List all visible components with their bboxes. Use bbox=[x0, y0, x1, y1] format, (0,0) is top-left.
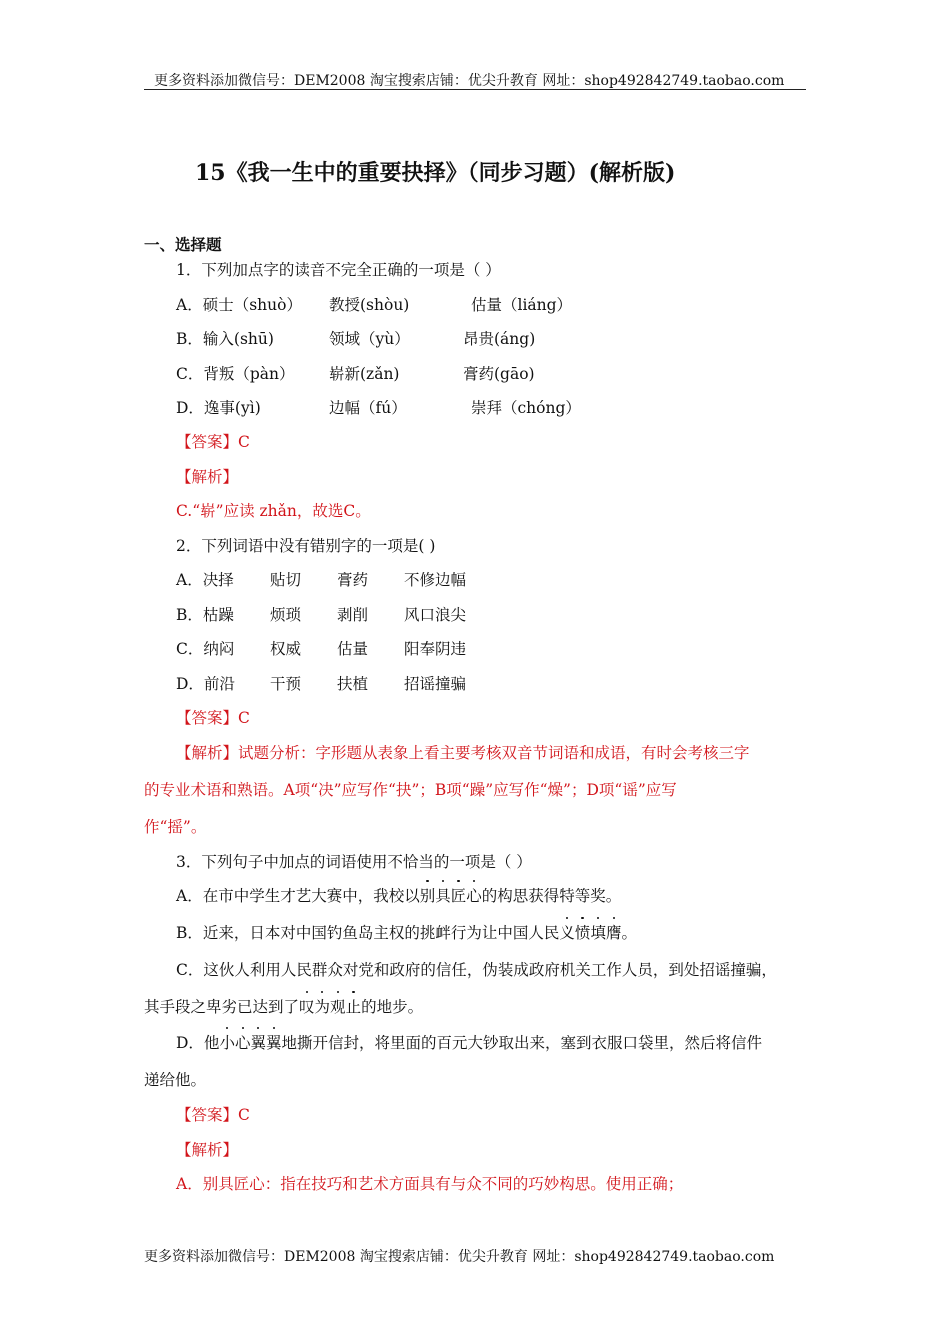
q2-option-c4: 阳奉阴违 bbox=[404, 640, 467, 658]
q2-option-b2: 烦琐 bbox=[270, 606, 302, 624]
emphasis-char: 膺 bbox=[606, 921, 622, 943]
emphasis-char: 止 bbox=[346, 995, 362, 1017]
q2-option-b3: 剥削 bbox=[337, 606, 369, 624]
q2-answer: 【答案】C bbox=[176, 709, 250, 727]
header-rule bbox=[144, 89, 806, 90]
q2-analysis-line2: 的专业术语和熟语。A项“决”应写作“抉”；B项“躁”应写作“燥”；D项“谣”应写 bbox=[144, 781, 677, 799]
footer-url[interactable]: shop492842749.taobao.com bbox=[574, 1249, 775, 1265]
q1-stem: 1．下列加点字的读音不完全正确的一项是（ ） bbox=[176, 261, 501, 279]
q3-c-dotted-word bbox=[299, 998, 361, 1016]
q1-option-b1: B．输入(shū) bbox=[176, 330, 274, 348]
q1-option-a1: A．硕士（shuò） bbox=[176, 296, 302, 314]
q1-option-a2: 教授(shòu) bbox=[329, 296, 410, 314]
q1-option-c3: 膏药(gāo) bbox=[463, 365, 535, 383]
header-prefix: 更多资料添加微信号： bbox=[154, 73, 294, 89]
emphasis-char: 观 bbox=[330, 995, 346, 1017]
q3-option-c-line1: C．这伙人利用人民群众对党和政府的信任，伪装成政府机关工作人员，到处招谣撞骗， bbox=[176, 961, 777, 979]
emphasis-char: 为 bbox=[315, 995, 331, 1017]
page-title: 15《我一生中的重要抉择》（同步习题）(解析版) bbox=[195, 160, 676, 186]
q2-option-d2: 干预 bbox=[270, 675, 302, 693]
header-wechat: DEM2008 bbox=[294, 73, 366, 89]
q3-d-post: 地撕开信封，将里面的百元大钞取出来，塞到衣服口袋里，然后将信件 bbox=[281, 1034, 763, 1052]
q1-answer: 【答案】C bbox=[176, 433, 250, 451]
footer-shop-label: 淘宝搜索店铺：优尖升教育 网址： bbox=[355, 1249, 575, 1265]
q1-option-c1: C．背叛（pàn） bbox=[176, 365, 295, 383]
q3-stem: 3．下列句子中加点的词语使用不恰当的一项是（ ） bbox=[176, 853, 532, 871]
q2-option-a1: A．决择 bbox=[176, 571, 234, 589]
q3-option-d-line2: 递给他。 bbox=[144, 1071, 207, 1089]
q3-b-post: 。 bbox=[621, 924, 637, 942]
q1-analysis-label: 【解析】 bbox=[176, 468, 239, 486]
emphasis-char: 心 bbox=[235, 1031, 251, 1053]
q3-option-c-line2 bbox=[144, 995, 423, 1017]
q1-option-b3: 昂贵(áng) bbox=[463, 330, 536, 348]
footer-prefix: 更多资料添加微信号： bbox=[144, 1249, 284, 1265]
q2-stem: 2．下列词语中没有错别字的一项是( ) bbox=[176, 537, 436, 555]
q1-option-d1: D．逸事(yì) bbox=[176, 399, 261, 417]
q2-option-d3: 扶植 bbox=[337, 675, 369, 693]
page-header bbox=[154, 70, 784, 90]
q3-c-post: 的地步。 bbox=[361, 998, 424, 1016]
q1-analysis: C.“崭”应读 zhǎn，故选C。 bbox=[176, 502, 371, 520]
q3-d-pre: D．他 bbox=[176, 1034, 220, 1052]
emphasis-char: 具 bbox=[435, 884, 451, 906]
emphasis-char: 翼 bbox=[266, 1031, 282, 1053]
q2-option-a2: 贴切 bbox=[270, 571, 302, 589]
emphasis-char: 愤 bbox=[575, 921, 591, 943]
q3-analysis-a: A．别具匠心：指在技巧和艺术方面具有与众不同的巧妙构思。使用正确； bbox=[176, 1175, 684, 1193]
q2-option-d4: 招谣撞骗 bbox=[404, 675, 467, 693]
q3-option-d-line1 bbox=[176, 1031, 762, 1053]
q3-a-dotted-word bbox=[420, 887, 482, 905]
section-heading: 一、选择题 bbox=[144, 236, 222, 254]
emphasis-char: 叹 bbox=[299, 995, 315, 1017]
q3-c-pre: 其手段之卑劣已达到了 bbox=[144, 998, 300, 1016]
emphasis-char: 小 bbox=[219, 1031, 235, 1053]
q2-analysis-line1: 【解析】试题分析：字形题从表象上看主要考核双音节词语和成语，有时会考核三字 bbox=[176, 744, 750, 762]
q2-option-c3: 估量 bbox=[337, 640, 369, 658]
emphasis-char: 心 bbox=[466, 884, 482, 906]
q3-analysis-label: 【解析】 bbox=[176, 1141, 239, 1159]
emphasis-char: 填 bbox=[590, 921, 606, 943]
header-url[interactable]: shop492842749.taobao.com bbox=[584, 73, 785, 89]
q2-option-a3: 膏药 bbox=[337, 571, 369, 589]
q2-analysis-line3: 作“摇”。 bbox=[144, 818, 207, 836]
emphasis-char: 翼 bbox=[250, 1031, 266, 1053]
page-footer bbox=[144, 1246, 774, 1266]
q3-a-pre: A．在市中学生才艺大赛中，我校以 bbox=[176, 887, 420, 905]
q1-option-a3: 估量（liáng） bbox=[471, 296, 573, 314]
emphasis-char: 匠 bbox=[451, 884, 467, 906]
q1-option-d3: 崇拜（chóng） bbox=[471, 399, 581, 417]
q2-option-b1: B．枯躁 bbox=[176, 606, 234, 624]
q3-option-a bbox=[176, 884, 621, 906]
emphasis-char: 义 bbox=[559, 921, 575, 943]
emphasis-char: 别 bbox=[420, 884, 436, 906]
q1-option-d2: 边幅（fú） bbox=[329, 399, 407, 417]
q2-option-c1: C．纳闷 bbox=[176, 640, 235, 658]
q3-option-b bbox=[176, 921, 637, 943]
q2-option-c2: 权威 bbox=[270, 640, 302, 658]
q3-a-post: 的构思获得特等奖。 bbox=[481, 887, 622, 905]
q3-b-dotted-word bbox=[559, 924, 621, 942]
q1-option-b2: 领域（yù） bbox=[329, 330, 410, 348]
header-shop-label: 淘宝搜索店铺：优尖升教育 网址： bbox=[365, 73, 585, 89]
q3-answer: 【答案】C bbox=[176, 1106, 250, 1124]
q2-option-a4: 不修边幅 bbox=[404, 571, 467, 589]
q2-option-b4: 风口浪尖 bbox=[404, 606, 467, 624]
q1-option-c2: 崭新(zǎn) bbox=[329, 365, 400, 383]
q2-option-d1: D．前沿 bbox=[176, 675, 235, 693]
q3-d-dotted-word bbox=[219, 1034, 281, 1052]
q3-b-pre: B．近来，日本对中国钓鱼岛主权的挑衅行为让中国人民 bbox=[176, 924, 560, 942]
footer-wechat: DEM2008 bbox=[284, 1249, 356, 1265]
